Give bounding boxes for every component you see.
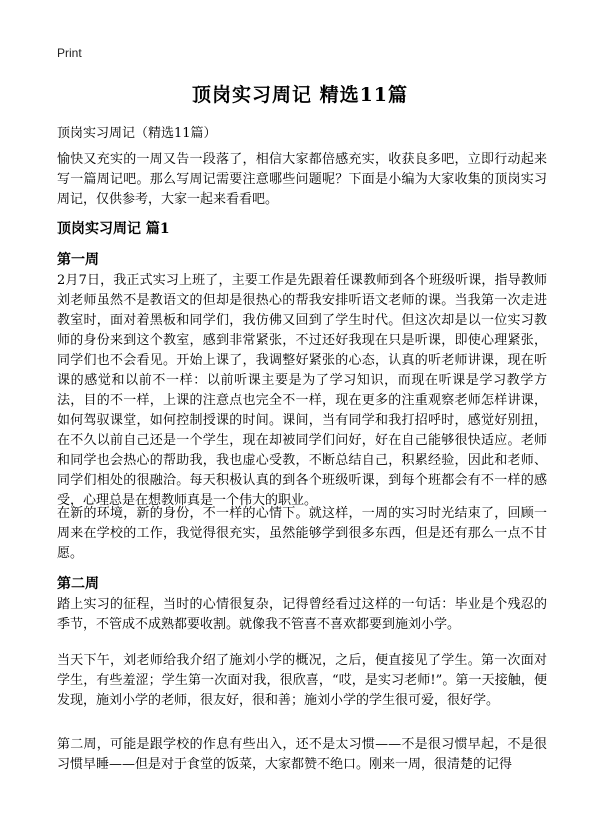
document-subtitle: 顶岗实习周记（精选11篇） [57,126,217,141]
week2-heading: 第二周 [57,576,99,592]
week1-heading: 第一周 [57,252,99,268]
week2-paragraph-2: 当天下午，刘老师给我介绍了施刘小学的概况，之后，便直接见了学生。第一次面对学生，有些羞涩；学生第一次面对我，很欣喜，“哎，是实习老师!”。第一天接触，便发现，施刘小学的老师，很友好，很和善；施刘小学的学生很可爱，很好学。 [57,653,547,708]
week1-paragraph-2: 在新的环境，新的身份，不一样的心情下。就这样，一周的实习时光结束了，回顾一周来在学校的工作，我觉得很充实，虽然能够学到很多东西，但是还有那么一点不甘愿。 [57,506,547,561]
week2-paragraph-1: 踏上实习的征程，当时的心情很复杂，记得曾经看过这样的一句话：毕业是个残忍的季节，不管成不成熟都要收割。就像我不管喜不喜欢都要到施刘小学。 [57,597,547,632]
essay-heading: 顶岗实习周记 篇1 [57,221,170,237]
intro-paragraph: 愉快又充实的一周又告一段落了，相信大家都倍感充实，收获良多吧，立即行动起来写一篇周记吧。那么写周记需要注意哪些问题呢？下面是小编为大家收集的顶岗实习周记，仅供参考，大家一起来看看吧。 [57,152,547,207]
week2-paragraph-3: 第二周，可能是跟学校的作息有些出入，还不是太习惯——不是很习惯早起，不是很习惯早睡——但是对于食堂的饭菜，大家都赞不绝口。刚来一周，很清楚的记得 [57,737,547,772]
document-title: 顶岗实习周记 精选11篇 [191,84,409,106]
print-link[interactable]: Print [57,46,82,60]
week1-paragraph-1: 2月7日，我正式实习上班了，主要工作是先跟着任课教师到各个班级听课，指导教师刘老师虽然不是教语文的但却是很热心的帮我安排听语文老师的课。当我第一次走进教室时，面对着黑板和同学们，我仿佛又回到了学生时代。但这次却是以一位实习教师的身份来到这个教室，感到非常紧张，不过还好我现在只是听课，即使心理紧张，同学们也不会看见。开始上课了，我调整好紧张的心态，认真的听老师讲课，现在听课的感觉和以前不一样：以前听课主要是为了学习知识，而现在听课是学习教学方法，目的不一样，上课的注意点也完全不一样，现在更多的注重观察老师怎样讲课，如何驾驭课堂，如何控制授课的时间。课间，当有同学和我打招呼时，感觉好别扭，在不久以前自己还是一个学生，现在却被同学们问好，好在自己能够很快适应。老师和同学也会热心的帮助我，我也虚心受教，不断总结自己，积累经验，因此和老师、同学们相处的很融洽。每天积极认真的到各个班级听课，到每个班都会有不一样的感受，心理总是在想教师真是一个伟大的职业。 [57,273,547,508]
